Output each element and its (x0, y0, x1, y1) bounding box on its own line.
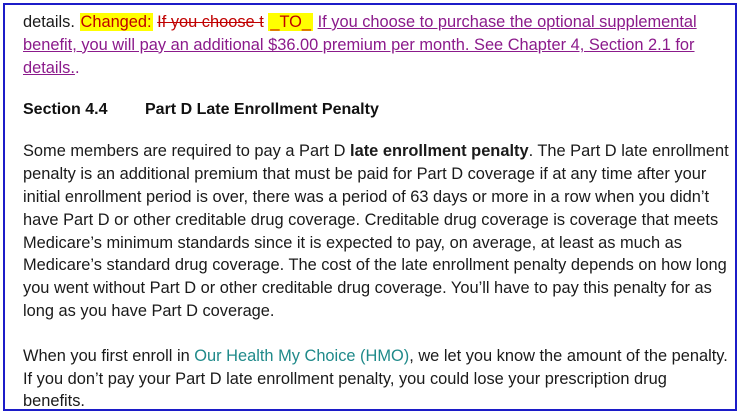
lead-text: details. (23, 13, 75, 31)
trailing-mark: . (74, 58, 80, 77)
document-body (23, 11, 729, 411)
section-heading (23, 99, 729, 121)
section-title: Part D Late Enrollment Penalty (145, 101, 379, 119)
deleted-text: If you choose t (157, 13, 264, 31)
para2-lead: When you first enroll in (23, 346, 195, 365)
penalty-paragraph (23, 140, 729, 322)
para1-body: . The Part D late enrollment penalty is an additional premium that must be paid for Part D coverage if at any time after your initial enrollment period is over, there was a period of 63 days or more in a row when you didn’t have Part D or other creditable drug coverage. Creditable drug coverage is coverage that meets Medicare’s minimum standards since it is expected to pay, on average, at least as much as Medicare’s standard drug coverage. The cost of the late enrollment penalty depends on how long you went without Part D or other creditable drug coverage. You’ll have to pay this penalty for as long as you have Part D coverage. (23, 142, 729, 320)
change-note-paragraph (23, 11, 729, 79)
inserted-text: If you choose to purchase the optional supplemental benefit, you will pay an additional $36.00 premium per month. See Chapter 4, Section 2.1 for details. (23, 13, 697, 77)
section-number: Section 4.4 (23, 101, 108, 119)
para2-body: , we let you know the amount of the penalty. If you don’t pay your Part D late enrollment penalty, you could lose your prescription drug benefits. (23, 346, 728, 411)
placeholder-marker: _TO_ (270, 13, 312, 31)
changed-label: Changed: (80, 13, 152, 31)
document-frame (3, 3, 737, 411)
plan-name: Our Health My Choice (HMO) (194, 346, 410, 365)
para1-lead: Some members are required to pay a Part D (23, 142, 351, 161)
late-enrollment-penalty-term: late enrollment penalty (350, 142, 529, 161)
enroll-paragraph (23, 345, 729, 411)
